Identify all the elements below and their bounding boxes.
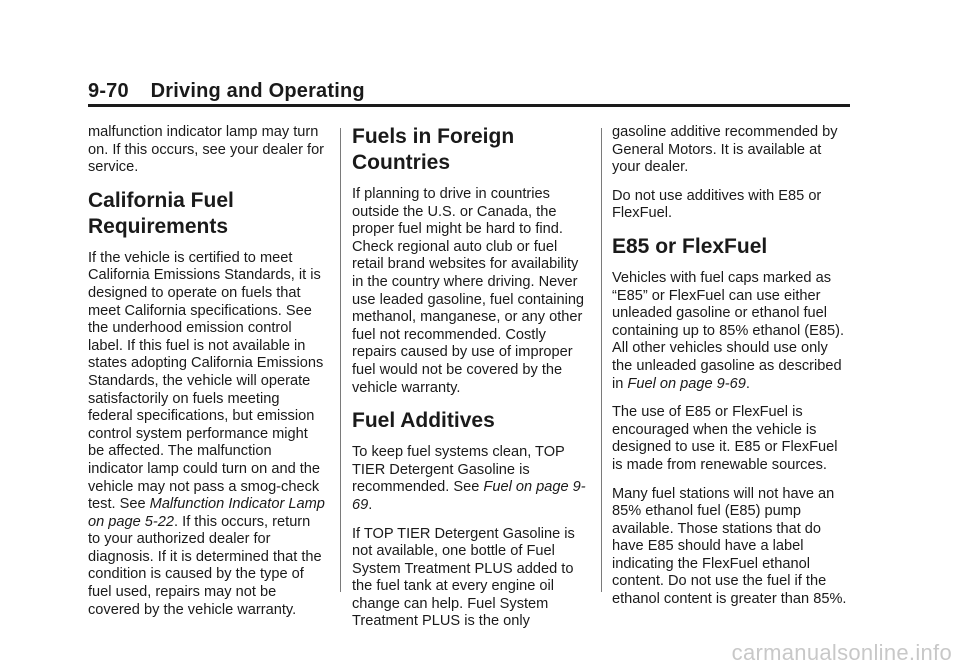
column-divider: [340, 128, 341, 592]
heading-e85-flexfuel: E85 or FlexFuel: [612, 234, 768, 258]
column-2: [352, 124, 590, 642]
text: .: [368, 496, 373, 513]
text: If the vehicle is certified to meet California Emissions Standards, it is designed to operate on fuels that meet California specifications. See the underhood emission control label. If this fuel is not available in states adopting California Emissions Standards, the vehicle will operate satisfactorily on fuels meeting federal specifications, but emission control system performance might be affected. The malfunction indicator lamp could turn on and the vehicle may not pass a smog-check test. See: [88, 249, 324, 513]
paragraph-foreign: If planning to drive in countries outside the U.S. or Canada, the proper fuel might be hard to find. Check regional auto club or fuel retail brand websites for availability in the country where driving. Never use leaded gasoline, fuel containing methanol, manganese, or any other fuel not recommended. Costly repairs caused by use of improper fuel would not be covered by the vehicle warranty.: [352, 186, 585, 396]
page-header: [88, 80, 365, 103]
watermark: carmanualsonline.info: [731, 640, 952, 665]
heading-fuels-foreign: Fuels in Foreign Countries: [352, 125, 515, 174]
text: .: [745, 375, 750, 392]
text: Vehicles with fuel caps marked as “E85” or FlexFuel can use either unleaded gasoline or ethanol fuel containing up to 85% ethanol (E85). All other vehicles should use only the unleaded gasoline as described in: [612, 269, 845, 392]
column-1: [88, 124, 326, 630]
column-3: [612, 124, 850, 620]
link-fuel-page[interactable]: Fuel on page 9-69: [627, 375, 746, 392]
heading-california-fuel: California Fuel Requirements: [88, 188, 234, 238]
link-fuel-page[interactable]: Fuel on page 9-69: [352, 479, 586, 513]
link-malfunction-indicator-lamp[interactable]: Malfunction Indicator Lamp on page 5-22: [88, 496, 325, 530]
heading-fuel-additives: Fuel Additives: [352, 409, 495, 433]
section-title: Driving and Operating: [150, 80, 365, 102]
paragraph-continued: gasoline additive recommended by General Motors. It is available at your dealer.: [612, 124, 838, 176]
paragraph-e85: [612, 270, 850, 393]
text: To keep fuel systems clean, TOP TIER Detergent Gasoline is recommended. See: [352, 444, 565, 496]
paragraph-no-additives: Do not use additives with E85 or FlexFuel.: [612, 187, 822, 222]
paragraph-additives: [352, 444, 590, 514]
text: . If this occurs, return to your authorized dealer for diagnosis. If it is determined that the condition is caused by the type of fuel used, repairs may not be covered by the vehicle warranty.: [88, 513, 322, 618]
paragraph-treatment: If TOP TIER Detergent Gasoline is not available, one bottle of Fuel System Treatment PLUS added to the fuel tank at every engine oil change can help. Fuel System Treatment PLUS is the only: [352, 525, 575, 630]
header-rule: [88, 104, 850, 107]
page-number: 9-70: [88, 80, 129, 102]
paragraph-e85-use: The use of E85 or FlexFuel is encouraged when the vehicle is designed to use it. E85 or FlexFuel is made from renewable sources.: [612, 404, 838, 473]
paragraph-continued: malfunction indicator lamp may turn on. If this occurs, see your dealer for service.: [88, 124, 325, 176]
paragraph-e85-stations: Many fuel stations will not have an 85% ethanol fuel (E85) pump available. Those stations that do have E85 should have a label indicating the FlexFuel ethanol content. Do not use the fuel if the ethanol content is greater than 85%.: [612, 485, 847, 608]
paragraph-california: [88, 250, 326, 619]
column-divider: [601, 128, 602, 592]
